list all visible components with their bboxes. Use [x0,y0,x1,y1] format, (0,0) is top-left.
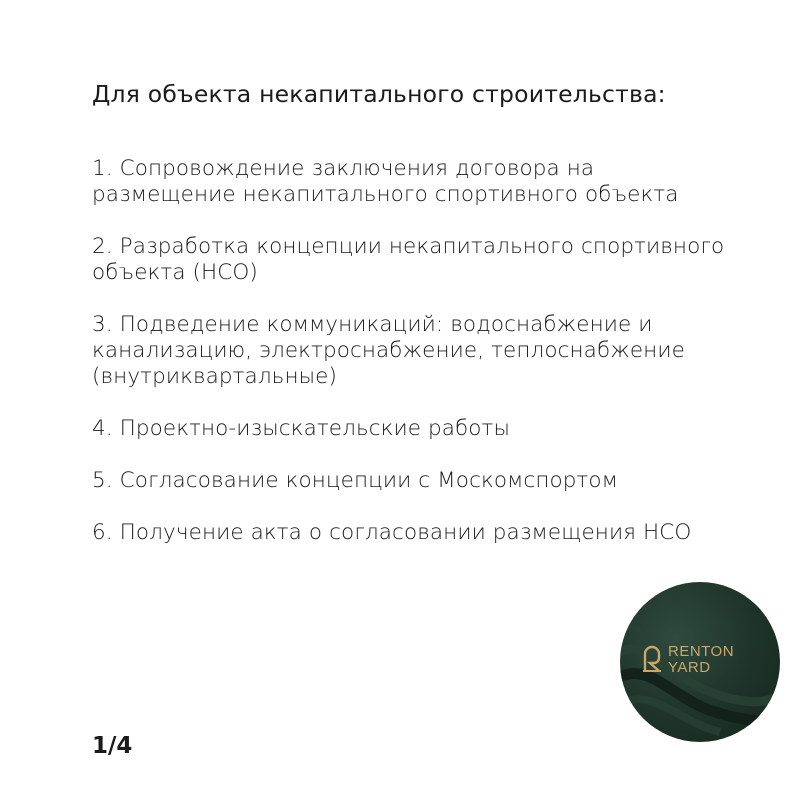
logo-text [668,644,734,676]
list-item: 5. Согласование концепции с Москомспортом [92,468,618,493]
logo-line-1: RENTON [668,643,735,660]
list-item: 4. Проектно-изыскательские работы [92,416,511,441]
list-item: 3. Подведение коммуникаций: водоснабжение и канализацию, электроснабжение, теплоснабжение (внутриквартальные) [92,312,685,389]
list-item: 2. Разработка концепции некапитального спортивного объекта (НСО) [92,234,725,285]
page-indicator: 1/4 [92,733,133,759]
services-list [92,156,732,572]
arch-r-icon [642,644,662,672]
list-item: 1. Сопровождение заключения договора на размещение некапитального спортивного объекта [92,156,679,207]
logo-line-2: YARD [668,659,711,676]
list-item: 6. Получение акта о согласовании размещения НСО [92,520,692,545]
page-heading: Для объекта некапитального строительства: [92,80,666,108]
brand-logo [620,582,780,742]
